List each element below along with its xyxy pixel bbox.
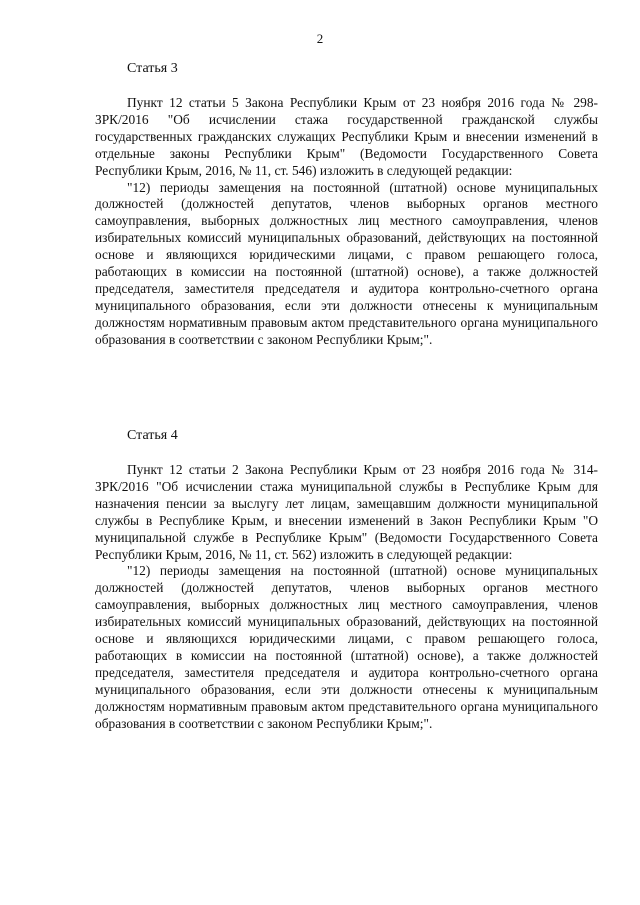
article-4-quote: "12) периоды замещения на постоянной (штатной) основе муниципальных должностей (должностей депутатов, членов выборных органов местного самоуправления, выборных должностных лиц местного самоуправления, членов избирательных комиссий муниципальных образований, действующих на постоянной основе и являющихся юридическими лицами, с правом решающего голоса, работающих в комиссии на постоянной (штатной) основе), а также должностей председателя, заместителя председателя и аудитора контрольно-счетного органа муниципального образования, если эти должности отнесены к муниципальным должностям нормативным правовым актом представительного органа муниципального образования в соответствии с законом Республики Крым;".: [95, 563, 598, 731]
article-3-body: [95, 95, 598, 349]
page-number: 2: [316, 31, 324, 46]
article-4-heading: Статья 4: [127, 428, 178, 443]
article-4-intro: Пункт 12 статьи 2 Закона Республики Крым от 23 ноября 2016 года № 314-ЗРК/2016 "Об исчислении стажа муниципальной службы в Республике Крым для назначения пенсии за выслугу лет лицам, замещавшим должности муниципальной службы в Республике Крым, и внесении изменений в Закон Республики Крым "О муниципальной службе в Республике Крым" (Ведомости Государственного Совета Республики Крым, 2016, № 11, ст. 562) изложить в следующей редакции:: [95, 462, 598, 562]
article-3-quote: "12) периоды замещения на постоянной (штатной) основе муниципальных должностей (должностей депутатов, членов выборных органов местного самоуправления, выборных должностных лиц местного самоуправления, членов избирательных комиссий муниципальных образований, действующих на постоянной основе и являющихся юридическими лицами, с правом решающего голоса, работающих в комиссии на постоянной (штатной) основе), а также должностей председателя, заместителя председателя и аудитора контрольно-счетного органа муниципального образования, если эти должности отнесены к муниципальным должностям нормативным правовым актом представительного органа муниципального образования в соответствии с законом Республики Крым;".: [95, 179, 598, 347]
article-3-heading: Статья 3: [127, 61, 178, 76]
article-4-body: [95, 462, 598, 733]
article-3-intro: Пункт 12 статьи 5 Закона Республики Крым от 23 ноября 2016 года № 298-ЗРК/2016 "Об исчислении стажа государственной гражданской службы государственных гражданских служащих Республики Крым и внесении изменений в отдельные законы Республики Крым" (Ведомости Государственного Совета Республики Крым, 2016, № 11, ст. 546) изложить в следующей редакции:: [95, 95, 598, 178]
